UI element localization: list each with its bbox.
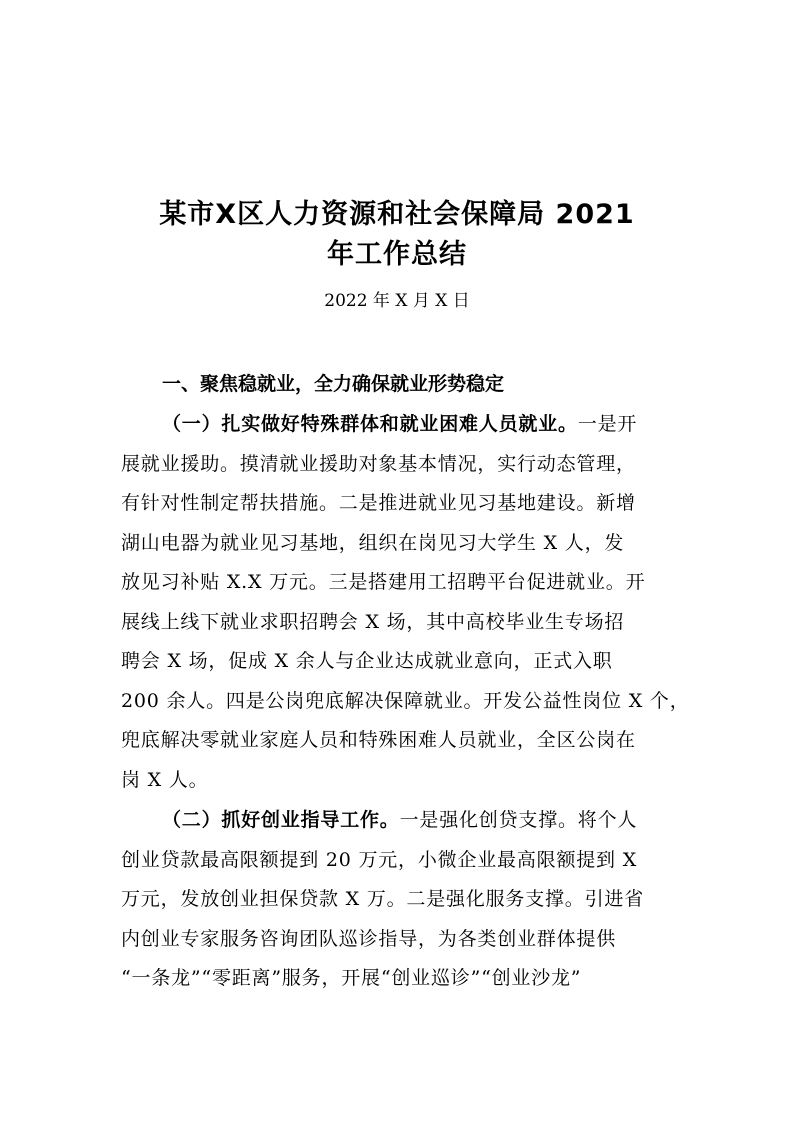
document-title-line-2: 年工作总结 [327, 239, 467, 270]
paragraph-1-line-5: 放见习补贴 X.X 万元。三是搭建用工招聘平台促进就业。开 [121, 571, 646, 593]
paragraph-2-line-4: 内创业专家服务咨询团队巡诊指导，为各类创业群体提供 [121, 928, 617, 950]
paragraph-2-line-2: 创业贷款最高限额提到 20 万元，小微企业最高限额提到 X [121, 849, 638, 871]
paragraph-2-line-3: 万元，发放创业担保贷款 X 万。二是强化服务支撑。引进省 [121, 888, 645, 910]
paragraph-1-line-7: 聘会 X 场，促成 X 余人与企业达成就业意向，正式入职 [121, 650, 613, 672]
document-title-line-1: 某市X区人力资源和社会保障局 2021 [159, 199, 635, 230]
paragraph-1-text: 一是开 [577, 413, 638, 435]
paragraph-1-line-9: 兜底解决零就业家庭人员和特殊困难人员就业，全区公岗在 [121, 729, 636, 751]
paragraph-1-line-6: 展线上线下就业求职招聘会 X 场，其中高校毕业生专场招 [121, 611, 625, 633]
paragraph-2-line-1 [162, 806, 675, 834]
paragraph-2-line-5: “一条龙”“零距离”服务，开展“创业巡诊”“创业沙龙” [121, 967, 582, 989]
paragraph-2-text: 一是强化创贷支撑。将个人 [399, 809, 638, 831]
paragraph-1-lead: （一）扎实做好特殊群体和就业困难人员就业。 [162, 413, 578, 435]
paragraph-1-line-1 [162, 410, 675, 438]
paragraph-1-line-8: 200 余人。四是公岗兜底解决保障就业。开发公益性岗位 X 个， [121, 690, 690, 712]
paragraph-2-lead: （二）抓好创业指导工作。 [162, 809, 400, 831]
paragraph-1-line-4: 湖山电器为就业见习基地，组织在岗见习大学生 X 人，发 [121, 532, 625, 554]
paragraph-1-line-3: 有针对性制定帮扶措施。二是推进就业见习基地建设。新增 [121, 492, 636, 514]
section-heading-1: 一、聚焦稳就业，全力确保就业形势稳定 [162, 373, 505, 395]
paragraph-1-line-2: 展就业援助。摸清就业援助对象基本情况，实行动态管理， [121, 453, 636, 475]
paragraph-1-line-10: 岗 X 人。 [121, 769, 209, 791]
document-date: 2022 年 X 月 X 日 [324, 291, 470, 311]
